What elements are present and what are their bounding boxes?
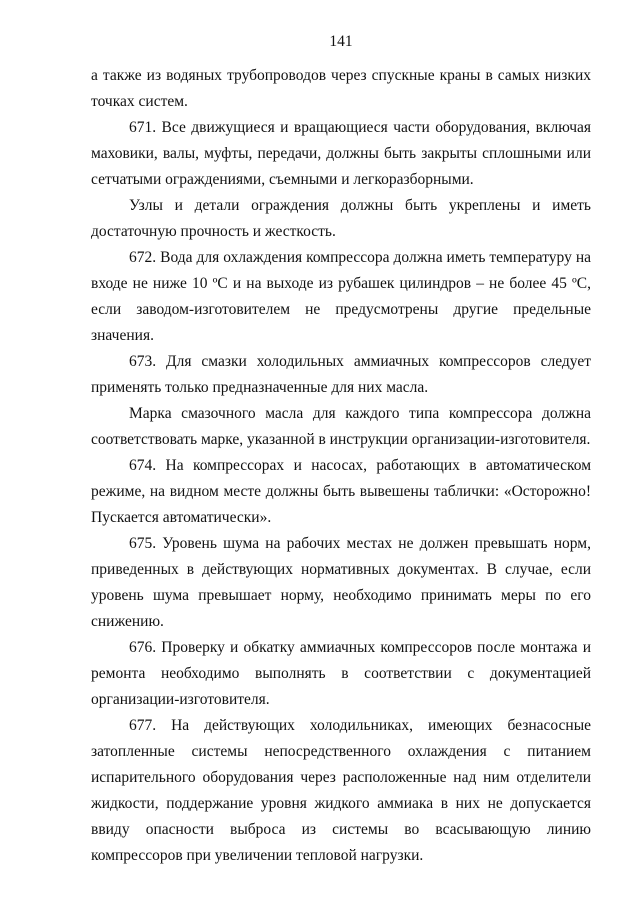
paragraph-672: 672. Вода для охлаждения компрессора должна иметь температуру на входе не ниже 10 ºС и на выходе из рубашек цилиндров – не более 45 ºС, если заводом-изготовителем не предусмотрены другие предельные значения. bbox=[91, 249, 591, 344]
paragraph-674: 674. На компрессорах и насосах, работающих в автоматическом режиме, на видном месте должны быть вывешены таблички: «Осторожно! Пускается автоматически». bbox=[91, 457, 591, 526]
paragraph-676: 676. Проверку и обкатку аммиачных компрессоров после монтажа и ремонта необходимо выполнять в соответствии с документацией организации-изготовителя. bbox=[91, 639, 591, 708]
paragraph-677: 677. На действующих холодильниках, имеющих безнасосные затопленные системы непосредственного охлаждения с питанием испарительного оборудования через расположенные над ним отделители жидкости, поддержание уровня жидкого аммиака в них не допускается ввиду опасности выброса из системы во всасывающую линию компрессоров при увеличении тепловой нагрузки. bbox=[91, 717, 591, 864]
paragraph-671: 671. Все движущиеся и вращающиеся части оборудования, включая маховики, валы, муфты, передачи, должны быть закрыты сплошными или сетчатыми ограждениями, съемными и легкоразборными. bbox=[91, 119, 591, 188]
page-number: 141 bbox=[329, 33, 353, 50]
paragraph-675: 675. Уровень шума на рабочих местах не должен превышать норм, приведенных в действующих нормативных документах. В случае, если уровень шума превышает норму, необходимо принимать меры по его снижению. bbox=[91, 535, 591, 630]
paragraph-671-guards: Узлы и детали ограждения должны быть укреплены и иметь достаточную прочность и жесткость. bbox=[91, 197, 591, 240]
paragraph-673-oil-grade: Марка смазочного масла для каждого типа компрессора должна соответствовать марке, указанной в инструкции организации-изготовителя. bbox=[91, 405, 591, 448]
paragraph-673: 673. Для смазки холодильных аммиачных компрессоров следует применять только предназначенные для них масла. bbox=[91, 353, 591, 396]
paragraph-continuation: а также из водяных трубопроводов через спускные краны в самых низких точках систем. bbox=[91, 67, 591, 110]
